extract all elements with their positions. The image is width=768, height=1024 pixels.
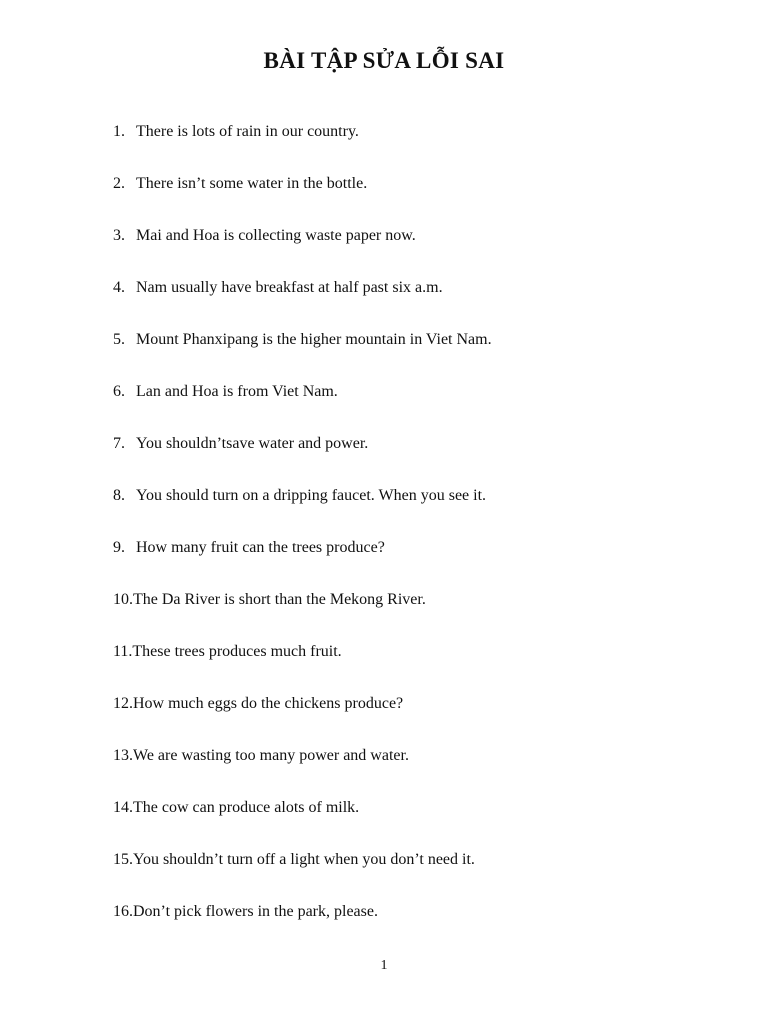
exercise-number: 13. [113,747,133,764]
exercise-item-6 [113,380,713,432]
exercise-list [113,120,713,952]
exercise-item-5 [113,328,713,380]
exercise-text: Mai and Hoa is collecting waste paper now. [136,227,416,244]
exercise-item-12 [113,692,713,744]
exercise-number: 11. [113,643,133,660]
exercise-text: How much eggs do the chickens produce? [133,695,404,712]
exercise-number: 8. [113,487,125,504]
exercise-text: There is lots of rain in our country. [136,123,359,140]
exercise-item-15 [113,848,713,900]
exercise-number: 4. [113,279,125,296]
exercise-number: 6. [113,383,125,400]
exercise-item-9 [113,536,713,588]
exercise-item-2 [113,172,713,224]
exercise-item-7 [113,432,713,484]
exercise-number: 2. [113,175,125,192]
document-title: BÀI TẬP SỬA LỖI SAI [263,48,505,73]
exercise-item-13 [113,744,713,796]
exercise-item-8 [113,484,713,536]
exercise-text: The Da River is short than the Mekong River. [133,591,426,608]
page-number: 1 [380,958,388,973]
exercise-item-16 [113,900,713,952]
exercise-number: 10. [113,591,133,608]
exercise-item-4 [113,276,713,328]
exercise-text: Don’t pick flowers in the park, please. [133,903,378,920]
exercise-text: You should turn on a dripping faucet. When you see it. [136,487,487,504]
exercise-item-10 [113,588,713,640]
exercise-number: 14. [113,799,133,816]
exercise-number: 7. [113,435,125,452]
exercise-number: 15. [113,851,133,868]
exercise-number: 1. [113,123,125,140]
exercise-text: These trees produces much fruit. [132,643,342,660]
exercise-item-14 [113,796,713,848]
exercise-text: Nam usually have breakfast at half past six a.m. [136,279,443,296]
exercise-number: 5. [113,331,125,348]
exercise-text: How many fruit can the trees produce? [136,539,385,556]
exercise-item-1 [113,120,713,172]
exercise-text: Lan and Hoa is from Viet Nam. [136,383,338,400]
exercise-number: 9. [113,539,125,556]
exercise-number: 12. [113,695,133,712]
exercise-text: You shouldn’tsave water and power. [136,435,369,452]
exercise-text: You shouldn’t turn off a light when you don’t need it. [133,851,475,868]
exercise-item-11 [113,640,713,692]
exercise-text: The cow can produce alots of milk. [133,799,360,816]
exercise-text: We are wasting too many power and water. [133,747,409,764]
exercise-number: 16. [113,903,133,920]
exercise-text: There isn’t some water in the bottle. [136,175,368,192]
exercise-number: 3. [113,227,125,244]
exercise-text: Mount Phanxipang is the higher mountain in Viet Nam. [136,331,492,348]
exercise-item-3 [113,224,713,276]
